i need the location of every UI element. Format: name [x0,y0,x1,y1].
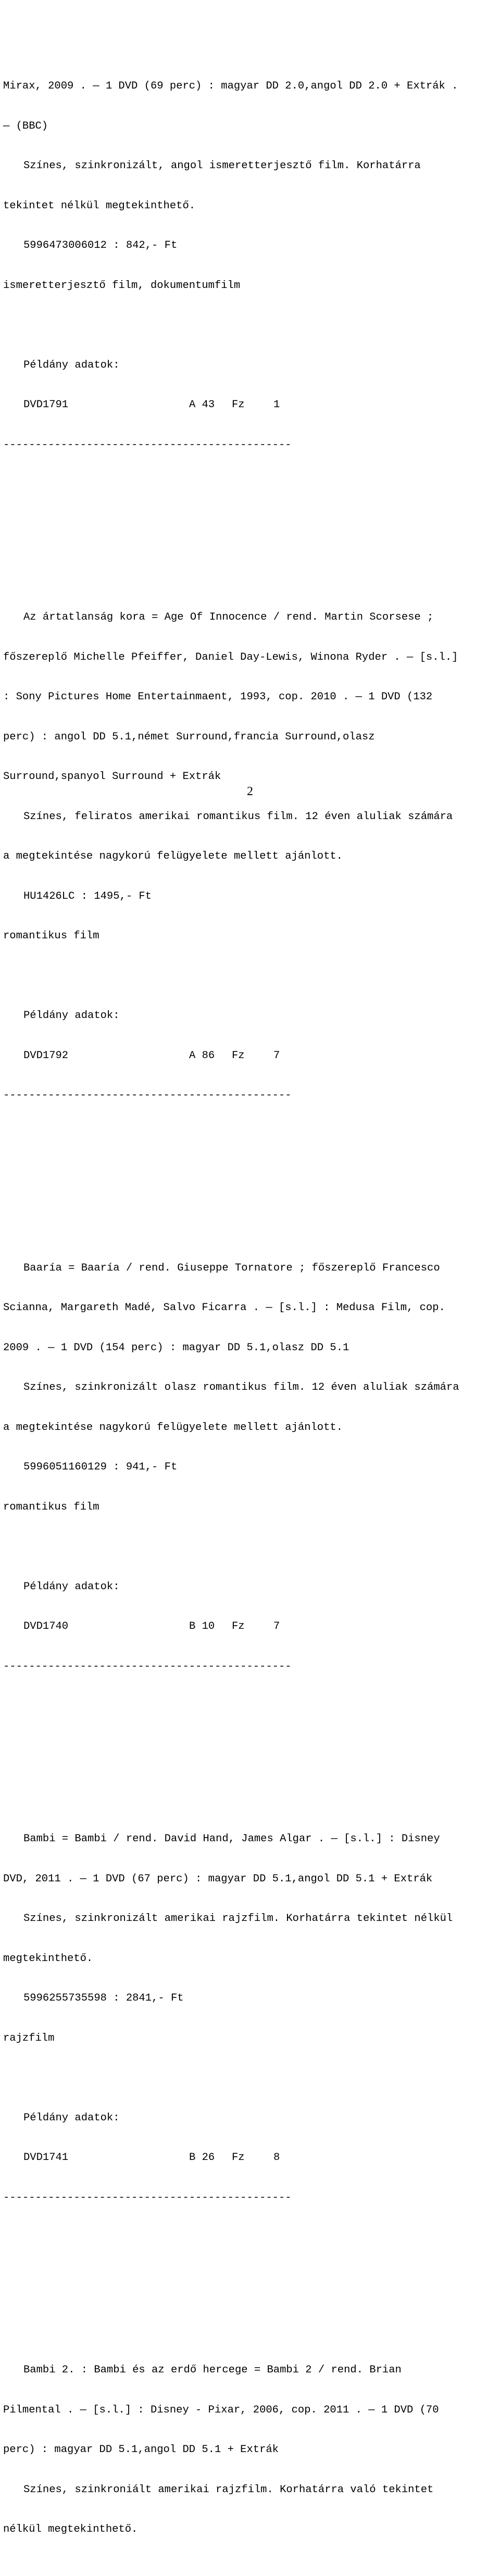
record-title-line: : Sony Pictures Home Entertainmaent, 1993, cop. 2010 . — 1 DVD (132 [3,691,433,703]
record-isbn-price: HU1426LC : 1495,- Ft [23,890,152,902]
record-title-line: főszereplő Michelle Pfeiffer, Daniel Day-Lewis, Winona Ryder . — [s.l.] [3,651,458,663]
record-isbn-price: 5996255735598 : 2841,- Ft [23,1992,184,2004]
record-note-line: a megtekintése nagykorú felügyelete mellett ajánlott. [3,1421,343,1434]
record-title-line: Az ártatlanság kora = Age Of Innocence / rend. Martin Scorsese ; [23,611,434,623]
record-title-line: perc) : magyar DD 5.1,angol DD 5.1 + Extrák [3,2444,279,2456]
record-note-line: Színes, szinkroniált amerikai rajzfilm. Korhatárra való tekintet [23,2483,434,2496]
record-note-line: a megtekintése nagykorú felügyelete mellett ajánlott. [3,850,343,862]
copy-fz: Fz [232,1049,245,1062]
copy-fz: Fz [232,1620,245,1632]
catalog-record-bambi-2 [3,2337,499,2563]
record-separator: --------------------------------------------- [3,1089,292,1101]
copy-fz: Fz [232,2152,245,2164]
copies-label: Példány adatok: [23,1010,120,1022]
record-title-line: DVD, 2011 . — 1 DVD (67 perc) : magyar DD 5.1,angol DD 5.1 + Extrák [3,1873,433,1885]
copy-id: DVD1791 [23,399,69,411]
record-note-line: megtekinthető. [3,1952,93,1965]
copy-fz: Fz [232,399,245,411]
record-genre: romantikus film [3,1501,99,1513]
copy-row [3,1620,499,1633]
record-title-line: Scianna, Margareth Madé, Salvo Ficarra . — [s.l.] : Medusa Film, cop. [3,1302,445,1314]
copy-id: DVD1740 [23,1620,69,1632]
record-note-line: Színes, feliratos amerikai romantikus film. 12 éven aluliak számára [23,810,453,823]
record-title-line: 2009 . — 1 DVD (154 perc) : magyar DD 5.1,olasz DD 5.1 [3,1341,349,1354]
record-separator: --------------------------------------------- [3,2191,292,2204]
copy-count: 7 [273,1049,280,1062]
catalog-page [3,0,499,2576]
record-note-line: nélkül megtekinthető. [3,2523,138,2535]
copy-location: B 26 [189,2152,215,2164]
catalog-record-bambi [3,1806,499,2231]
record-separator: --------------------------------------------- [3,438,292,451]
record-title-line: Bambi 2. : Bambi és az erdő hercege = Bambi 2 / rend. Brian [23,2364,402,2376]
copy-count: 8 [273,2152,280,2164]
copy-row [3,1049,499,1063]
copy-location: A 43 [189,399,215,411]
copy-row [3,2151,499,2165]
copies-label: Példány adatok: [23,2112,120,2124]
record-genre: romantikus film [3,930,99,942]
record-note-line: Színes, szinkronizált amerikai rajzfilm. Korhatárra tekintet nélkül [23,1913,453,1925]
copy-id: DVD1741 [23,2152,69,2164]
record-genre: rajzfilm [3,2032,55,2044]
catalog-record-age-of-innocence [3,584,499,1129]
record-separator: --------------------------------------------- [3,1660,292,1673]
record-title-line: Bambi = Bambi / rend. David Hand, James Algar . — [s.l.] : Disney [23,1833,440,1845]
record-description-line: Mirax, 2009 . — 1 DVD (69 perc) : magyar DD 2.0,angol DD 2.0 + Extrák . [3,80,458,92]
catalog-record-mirax [3,53,499,478]
copy-count: 7 [273,1620,280,1632]
copy-id: DVD1792 [23,1049,69,1062]
record-title-line: Surround,spanyol Surround + Extrák [3,771,221,783]
record-note-line: Színes, szinkronizált olasz romantikus film. 12 éven aluliak számára [23,1381,459,1393]
copy-count: 1 [273,399,280,411]
record-isbn-price: 5996473006012 : 842,- Ft [23,240,178,252]
copies-label: Példány adatok: [23,359,120,371]
record-genre: ismeretterjesztő film, dokumentumfilm [3,279,241,292]
copy-location: A 86 [189,1049,215,1062]
record-title-line: Baaría = Baaría / rend. Giuseppe Tornatore ; főszereplő Francesco [23,1262,440,1274]
copy-location: B 10 [189,1620,215,1632]
record-title-line: perc) : angol DD 5.1,német Surround,francia Surround,olasz [3,731,375,743]
catalog-record-baaria [3,1235,499,1700]
copy-row [3,398,499,412]
record-isbn-price: 5996051160129 : 941,- Ft [23,1461,178,1473]
record-note-line: tekintet nélkül megtekinthető. [3,199,196,212]
record-note-line: Színes, szinkronizált, angol ismeretterjesztő film. Korhatárra [23,160,421,172]
record-description-line: — (BBC) [3,120,48,132]
copies-label: Példány adatok: [23,1580,120,1593]
record-title-line: Pilmental . — [s.l.] : Disney - Pixar, 2006, cop. 2011 . — 1 DVD (70 [3,2404,439,2416]
page-number: 2 [247,785,253,798]
